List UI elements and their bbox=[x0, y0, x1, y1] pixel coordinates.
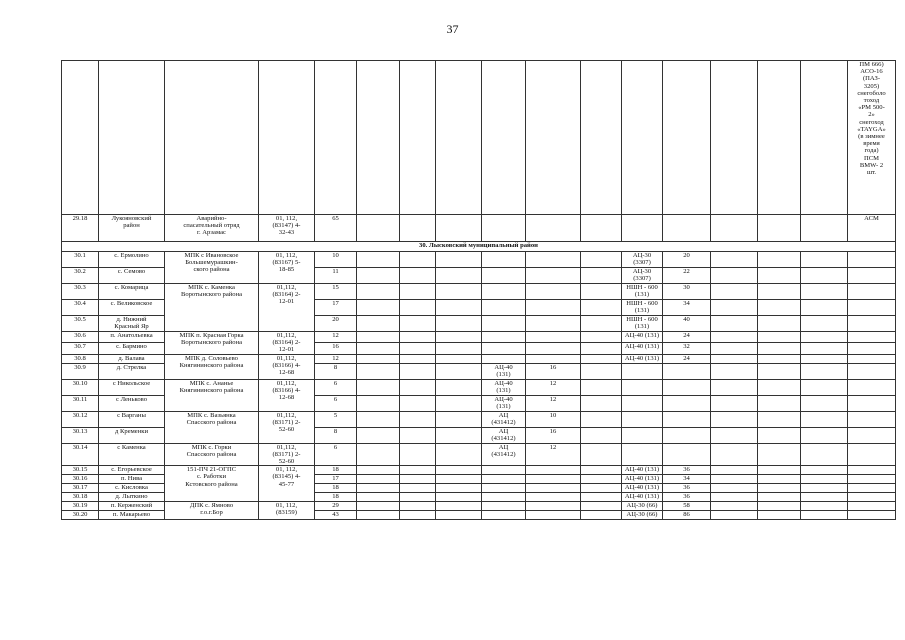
row-number: 30.2 bbox=[62, 268, 99, 284]
table-row bbox=[62, 252, 896, 268]
phone-cell: 01, 112, (83167) 5- 18-85 bbox=[259, 252, 315, 284]
distance-cell: 15 bbox=[315, 284, 357, 300]
settlement-cell: д. Стрелка bbox=[99, 363, 165, 379]
time-a-cell bbox=[526, 300, 581, 316]
equipment-b-cell bbox=[622, 443, 663, 466]
time-b-cell: 34 bbox=[663, 475, 711, 484]
time-b-cell: 22 bbox=[663, 268, 711, 284]
row-number: 30.18 bbox=[62, 493, 99, 502]
table-row bbox=[62, 332, 896, 343]
time-b-cell: 34 bbox=[663, 300, 711, 316]
time-a-cell bbox=[526, 268, 581, 284]
time-b-cell bbox=[663, 395, 711, 411]
phone-cell: 01,112, (83171) 2- 52-60 bbox=[259, 443, 315, 466]
table-row bbox=[62, 466, 896, 475]
settlement-cell: д. Лыткино bbox=[99, 493, 165, 502]
section-header-row bbox=[62, 242, 896, 252]
table-row bbox=[62, 215, 896, 242]
distance-cell: 6 bbox=[315, 379, 357, 395]
row-number: 30.8 bbox=[62, 354, 99, 363]
time-a-cell bbox=[526, 354, 581, 363]
equipment-a-cell bbox=[482, 316, 526, 332]
table-row bbox=[62, 411, 896, 427]
equipment-b-cell bbox=[622, 427, 663, 443]
distance-cell: 6 bbox=[315, 395, 357, 411]
time-b-cell: 36 bbox=[663, 484, 711, 493]
equipment-a-cell bbox=[482, 284, 526, 300]
table-row bbox=[62, 502, 896, 511]
equipment-a-cell bbox=[482, 493, 526, 502]
time-a-cell bbox=[526, 332, 581, 343]
unit-cell: МПК д. Соловьево Княгининского района bbox=[165, 354, 259, 379]
unit-cell: Аварийно- спасательный отряд г. Арзамас bbox=[165, 215, 259, 242]
time-a-cell bbox=[526, 493, 581, 502]
table-row bbox=[62, 443, 896, 466]
row-number: 30.5 bbox=[62, 316, 99, 332]
equipment-b-cell: АЦ-30 (3307) bbox=[622, 268, 663, 284]
time-a-cell bbox=[526, 343, 581, 354]
time-a-cell: 12 bbox=[526, 379, 581, 395]
distance-cell: 6 bbox=[315, 443, 357, 466]
unit-cell: МПК с. Ананье Княгининского района bbox=[165, 379, 259, 411]
equipment-b-cell: АЦ-40 (131) bbox=[622, 466, 663, 475]
equipment-a-cell bbox=[482, 511, 526, 520]
row-number: 30.3 bbox=[62, 284, 99, 300]
equipment-b-cell: АЦ-40 (131) bbox=[622, 484, 663, 493]
equipment-a-cell bbox=[482, 300, 526, 316]
row-number: 30.7 bbox=[62, 343, 99, 354]
phone-cell: 01, 112, (83147) 4- 32-43 bbox=[259, 215, 315, 242]
settlement-cell: с. Ермолино bbox=[99, 252, 165, 268]
distance-cell: 5 bbox=[315, 411, 357, 427]
time-a-cell bbox=[526, 484, 581, 493]
section-title: 30. Лысковский муниципальный район bbox=[62, 242, 896, 252]
equipment-b-cell: АЦ-40 (131) bbox=[622, 343, 663, 354]
equipment-a-cell: АЦ (431412) bbox=[482, 411, 526, 427]
settlement-cell: с. Комарица bbox=[99, 284, 165, 300]
time-b-cell: 58 bbox=[663, 502, 711, 511]
page-number: 37 bbox=[446, 22, 459, 36]
row-number: 30.1 bbox=[62, 252, 99, 268]
unit-cell: 151-ПЧ 21-ОГПС с. Работки Кстовского района bbox=[165, 466, 259, 502]
row-number: 30.16 bbox=[62, 475, 99, 484]
row-number: 30.10 bbox=[62, 379, 99, 395]
equipment-b-cell: НШН - 600 (131) bbox=[622, 316, 663, 332]
settlement-cell: п. Анатольевка bbox=[99, 332, 165, 343]
time-b-cell: 24 bbox=[663, 332, 711, 343]
equipment-b-cell: НШН - 600 (131) bbox=[622, 300, 663, 316]
time-b-cell bbox=[663, 427, 711, 443]
time-b-cell: 86 bbox=[663, 511, 711, 520]
settlement-cell: Лукояновский район bbox=[99, 215, 165, 242]
phone-cell: 01,112, (83166) 4- 12-68 bbox=[259, 354, 315, 379]
equipment-b-cell bbox=[622, 363, 663, 379]
equipment-a-cell bbox=[482, 332, 526, 343]
top-continuation-row bbox=[62, 61, 896, 215]
settlement-cell: с. Барминo bbox=[99, 343, 165, 354]
distance-cell: 8 bbox=[315, 427, 357, 443]
equipment-b-cell: АЦ-30 (66) bbox=[622, 511, 663, 520]
unit-cell: ДПК с. Ямново г.о.г.Бор bbox=[165, 502, 259, 520]
settlement-cell: с. Великовское bbox=[99, 300, 165, 316]
resource-table bbox=[61, 60, 896, 520]
phone-cell: 01,112, (83166) 4- 12-68 bbox=[259, 379, 315, 411]
unit-cell: МПК с Ивановское Большемурашкин- ского района bbox=[165, 252, 259, 284]
distance-cell: 18 bbox=[315, 484, 357, 493]
distance-cell: 18 bbox=[315, 493, 357, 502]
equipment-a-cell bbox=[482, 484, 526, 493]
distance-cell: 8 bbox=[315, 363, 357, 379]
phone-cell: 01,112, (83164) 2- 12-01 bbox=[259, 284, 315, 332]
row-number: 30.4 bbox=[62, 300, 99, 316]
time-a-cell bbox=[526, 475, 581, 484]
settlement-cell: с Варганы bbox=[99, 411, 165, 427]
settlement-cell: п. Керженский bbox=[99, 502, 165, 511]
row-number: 30.20 bbox=[62, 511, 99, 520]
settlement-cell: с. Егорьевское bbox=[99, 466, 165, 475]
equipment-b-cell bbox=[622, 395, 663, 411]
equipment-b-cell: АЦ-40 (131) bbox=[622, 332, 663, 343]
distance-cell: 17 bbox=[315, 300, 357, 316]
equipment-a-cell bbox=[482, 502, 526, 511]
equipment-b-cell: АЦ-40 (131) bbox=[622, 493, 663, 502]
time-b-cell: 24 bbox=[663, 354, 711, 363]
equipment-a-cell bbox=[482, 252, 526, 268]
phone-cell: 01,112, (83164) 2- 12-01 bbox=[259, 332, 315, 355]
time-b-cell: 32 bbox=[663, 343, 711, 354]
equipment-a-cell bbox=[482, 466, 526, 475]
equipment-a-cell: АЦ (431412) bbox=[482, 443, 526, 466]
distance-cell: 17 bbox=[315, 475, 357, 484]
equipment-b-cell: АЦ-40 (131) bbox=[622, 475, 663, 484]
table-row bbox=[62, 379, 896, 395]
time-a-cell bbox=[526, 316, 581, 332]
phone-cell: 01, 112, (83159) bbox=[259, 502, 315, 520]
time-a-cell: 10 bbox=[526, 411, 581, 427]
time-a-cell: 12 bbox=[526, 395, 581, 411]
settlement-cell: п. Макарьево bbox=[99, 511, 165, 520]
settlement-cell: д Кременки bbox=[99, 427, 165, 443]
time-b-cell: 36 bbox=[663, 493, 711, 502]
row-number: 30.11 bbox=[62, 395, 99, 411]
distance-cell: 12 bbox=[315, 354, 357, 363]
equipment-a-cell: АЦ-40 (131) bbox=[482, 379, 526, 395]
row-number: 30.15 bbox=[62, 466, 99, 475]
time-a-cell bbox=[526, 284, 581, 300]
equipment-b-cell: АЦ-30 (3307) bbox=[622, 252, 663, 268]
time-a-cell: 16 bbox=[526, 427, 581, 443]
distance-cell: 11 bbox=[315, 268, 357, 284]
table-row bbox=[62, 354, 896, 363]
settlement-cell: с Каменка bbox=[99, 443, 165, 466]
distance-cell: 10 bbox=[315, 252, 357, 268]
table-row bbox=[62, 284, 896, 300]
time-b-cell bbox=[663, 443, 711, 466]
distance-cell: 43 bbox=[315, 511, 357, 520]
equipment-note-cell: АСМ bbox=[848, 215, 896, 242]
time-a-cell bbox=[526, 252, 581, 268]
time-b-cell bbox=[663, 363, 711, 379]
time-b-cell: 40 bbox=[663, 316, 711, 332]
time-b-cell bbox=[663, 411, 711, 427]
unit-cell: МПК с. Каменка Воротынского района bbox=[165, 284, 259, 332]
time-b-cell: 30 bbox=[663, 284, 711, 300]
time-b-cell bbox=[663, 379, 711, 395]
distance-cell: 18 bbox=[315, 466, 357, 475]
time-b-cell: 36 bbox=[663, 466, 711, 475]
equipment-a-cell: АЦ-40 (131) bbox=[482, 363, 526, 379]
equipment-b-cell: АЦ-30 (66) bbox=[622, 502, 663, 511]
settlement-cell: д. Валава bbox=[99, 354, 165, 363]
settlement-cell: д. Нижний Красный Яр bbox=[99, 316, 165, 332]
distance-cell: 65 bbox=[315, 215, 357, 242]
equipment-a-cell bbox=[482, 268, 526, 284]
equipment-b-cell: АЦ-40 (131) bbox=[622, 354, 663, 363]
distance-cell: 20 bbox=[315, 316, 357, 332]
equipment-a-cell: АЦ-40 (131) bbox=[482, 395, 526, 411]
row-number: 30.19 bbox=[62, 502, 99, 511]
equipment-a-cell bbox=[482, 343, 526, 354]
time-a-cell: 16 bbox=[526, 363, 581, 379]
equipment-a-cell: АЦ (431412) bbox=[482, 427, 526, 443]
time-a-cell bbox=[526, 466, 581, 475]
unit-cell: МПК с. Горки Спасского района bbox=[165, 443, 259, 466]
unit-cell: МПК с. Вазьянка Спасского района bbox=[165, 411, 259, 443]
row-number: 30.17 bbox=[62, 484, 99, 493]
equipment-b-cell bbox=[622, 379, 663, 395]
phone-cell: 01, 112, (83145) 4- 45-77 bbox=[259, 466, 315, 502]
time-a-cell bbox=[526, 502, 581, 511]
row-number: 30.6 bbox=[62, 332, 99, 343]
row-number: 30.9 bbox=[62, 363, 99, 379]
settlement-cell: с Леньково bbox=[99, 395, 165, 411]
settlement-cell: с. Семово bbox=[99, 268, 165, 284]
time-a-cell bbox=[526, 511, 581, 520]
row-number: 29.18 bbox=[62, 215, 99, 242]
distance-cell: 12 bbox=[315, 332, 357, 343]
time-a-cell: 12 bbox=[526, 443, 581, 466]
row-number: 30.13 bbox=[62, 427, 99, 443]
settlement-cell: с Никольское bbox=[99, 379, 165, 395]
time-b-cell: 20 bbox=[663, 252, 711, 268]
equipment-a-cell bbox=[482, 475, 526, 484]
settlement-cell: п. Нива bbox=[99, 475, 165, 484]
equipment-b-cell: НШН - 600 (131) bbox=[622, 284, 663, 300]
row-number: 30.14 bbox=[62, 443, 99, 466]
row-number: 30.12 bbox=[62, 411, 99, 427]
phone-cell: 01,112, (83171) 2- 52-60 bbox=[259, 411, 315, 443]
distance-cell: 29 bbox=[315, 502, 357, 511]
unit-cell: МПК п. Красная Горка Воротынского района bbox=[165, 332, 259, 355]
settlement-cell: с. Кисловка bbox=[99, 484, 165, 493]
distance-cell: 16 bbox=[315, 343, 357, 354]
equipment-note: ПМ 666) АСО-16 (ПАЗ- 3205) снегоболо тоход «РМ 500- 2» снегоход «TAYGA» (в зимнее время года) ПСМ BMW- 2 шт. bbox=[848, 61, 896, 215]
equipment-a-cell bbox=[482, 354, 526, 363]
equipment-b-cell bbox=[622, 411, 663, 427]
